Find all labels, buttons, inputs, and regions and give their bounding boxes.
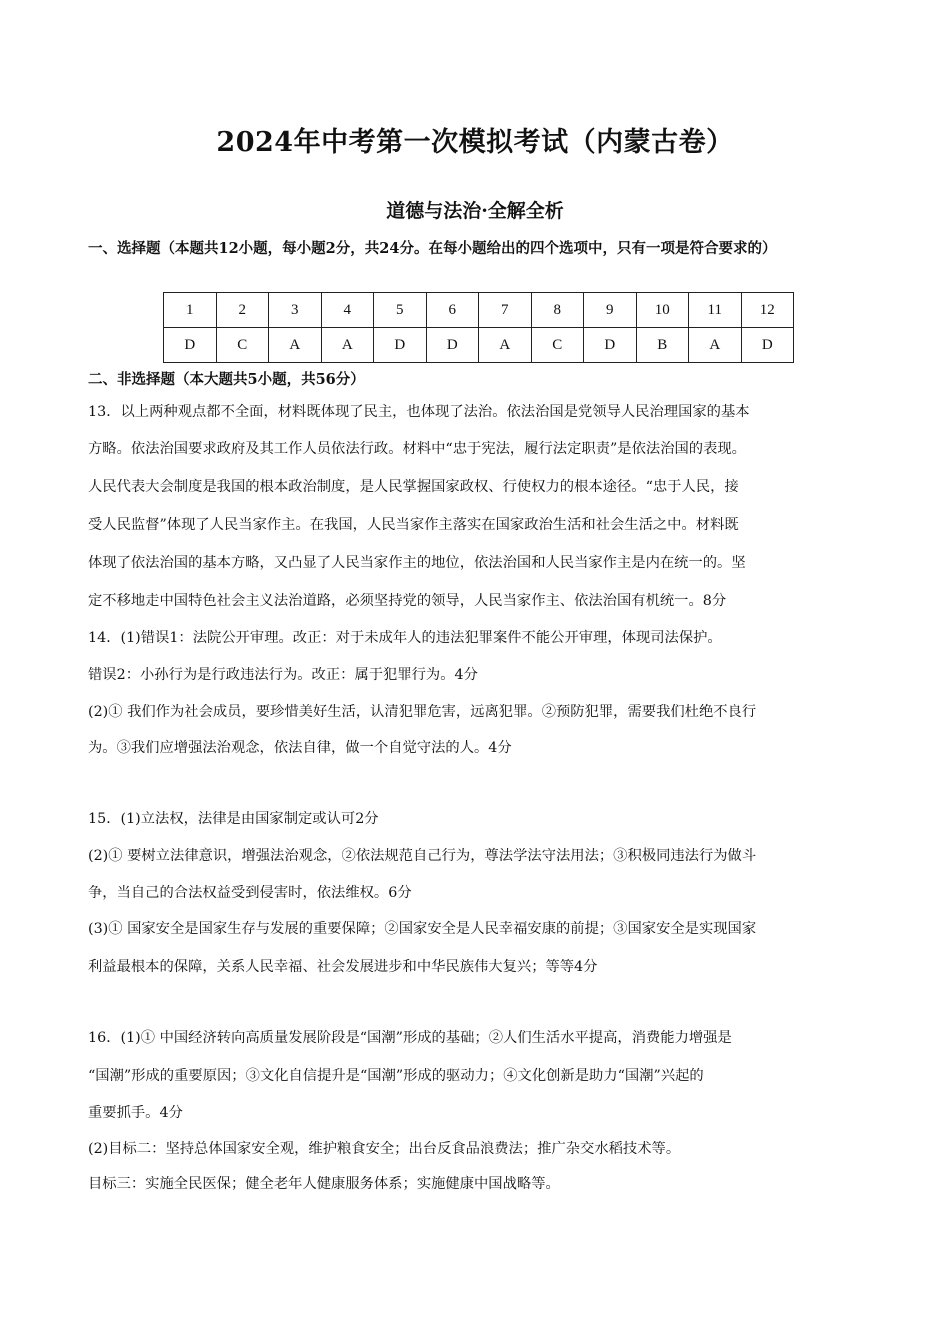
answer-table-number-row — [164, 293, 794, 328]
answer-cell: A — [479, 328, 532, 363]
question-number-cell: 2 — [216, 293, 269, 328]
answer-line: 15．(1)立法权，法律是由国家制定或认可2分 — [88, 811, 379, 827]
answer-line: 错误2：小孙行为是行政违法行为。改正：属于犯罪行为。4分 — [88, 667, 478, 683]
page-subtitle: 道德与法治·全解全析 — [386, 200, 564, 222]
answer-table — [163, 292, 794, 363]
question-number-cell: 3 — [269, 293, 322, 328]
answer-cell: B — [636, 328, 689, 363]
answer-line: 重要抓手。4分 — [88, 1105, 183, 1121]
answer-cell: D — [584, 328, 637, 363]
answer-line: 受人民监督”体现了人民当家作主。在我国，人民当家作主落实在国家政治生活和社会生活之中。材料既 — [88, 517, 739, 533]
answer-cell: D — [374, 328, 427, 363]
page-title: 2024年中考第一次模拟考试（内蒙古卷） — [216, 127, 734, 158]
answer-cell: A — [321, 328, 374, 363]
answer-cell: D — [426, 328, 479, 363]
answer-line: 争，当自己的合法权益受到侵害时，依法维权。6分 — [88, 885, 412, 901]
answer-line: 体现了依法治国的基本方略，又凸显了人民当家作主的地位，依法治国和人民当家作主是内在统一的。坚 — [88, 555, 746, 571]
answer-line: (2)① 我们作为社会成员，要珍惜美好生活，认清犯罪危害，远离犯罪。②预防犯罪，需要我们杜绝不良行 — [88, 704, 757, 720]
answer-line: 利益最根本的保障，关系人民幸福、社会发展进步和中华民族伟大复兴；等等4分 — [88, 959, 598, 975]
answer-table-answer-row — [164, 328, 794, 363]
question-number-cell: 4 — [321, 293, 374, 328]
answer-line: 定不移地走中国特色社会主义法治道路，必须坚持党的领导，人民当家作主、依法治国有机统一。8分 — [88, 593, 727, 609]
answer-line: 目标三：实施全民医保；健全老年人健康服务体系；实施健康中国战略等。 — [88, 1176, 560, 1192]
answer-cell: C — [531, 328, 584, 363]
answer-cell: C — [216, 328, 269, 363]
answer-line: (3)① 国家安全是国家生存与发展的重要保障；②国家安全是人民幸福安康的前提；③国家安全是实现国家 — [88, 921, 757, 937]
question-number-cell: 7 — [479, 293, 532, 328]
question-number-cell: 10 — [636, 293, 689, 328]
question-number-cell: 8 — [531, 293, 584, 328]
answer-line: (2)① 要树立法律意识，增强法治观念，②依法规范自己行为，尊法学法守法用法；③积极同违法行为做斗 — [88, 848, 757, 864]
section-2-heading: 二、非选择题（本大题共5小题，共56分） — [88, 371, 365, 388]
question-number-cell: 11 — [689, 293, 742, 328]
question-number-cell: 9 — [584, 293, 637, 328]
answer-cell: A — [269, 328, 322, 363]
question-number-cell: 12 — [741, 293, 794, 328]
answer-line: 为。③我们应增强法治观念，依法自律，做一个自觉守法的人。4分 — [88, 740, 512, 756]
answer-line: (2)目标二：坚持总体国家安全观，维护粮食安全；出台反食品浪费法；推广杂交水稻技术等。 — [88, 1141, 681, 1157]
question-number-cell: 6 — [426, 293, 479, 328]
answer-cell: A — [689, 328, 742, 363]
answer-line: 14．(1)错误1：法院公开审理。改正：对于未成年人的违法犯罪案件不能公开审理，体现司法保护。 — [88, 630, 722, 646]
answer-line: 方略。依法治国要求政府及其工作人员依法行政。材料中“忠于宪法，履行法定职责”是依法治国的表现。 — [88, 441, 746, 457]
answer-cell: D — [164, 328, 217, 363]
answer-line: 16．(1)① 中国经济转向高质量发展阶段是“国潮”形成的基础；②人们生活水平提高，消费能力增强是 — [88, 1030, 732, 1046]
question-number-cell: 1 — [164, 293, 217, 328]
answer-line: 人民代表大会制度是我国的根本政治制度，是人民掌握国家政权、行使权力的根本途径。“忠于人民，接 — [88, 479, 739, 495]
section-1-heading: 一、选择题（本题共12小题，每小题2分，共24分。在每小题给出的四个选项中，只有一项是符合要求的） — [88, 240, 777, 257]
answer-cell: D — [741, 328, 794, 363]
answer-line: 13．以上两种观点都不全面，材料既体现了民主，也体现了法治。依法治国是党领导人民治理国家的基本 — [88, 404, 750, 420]
answer-line: “国潮”形成的重要原因；③文化自信提升是“国潮”形成的驱动力；④文化创新是助力“国潮”兴起的 — [88, 1068, 704, 1084]
question-number-cell: 5 — [374, 293, 427, 328]
